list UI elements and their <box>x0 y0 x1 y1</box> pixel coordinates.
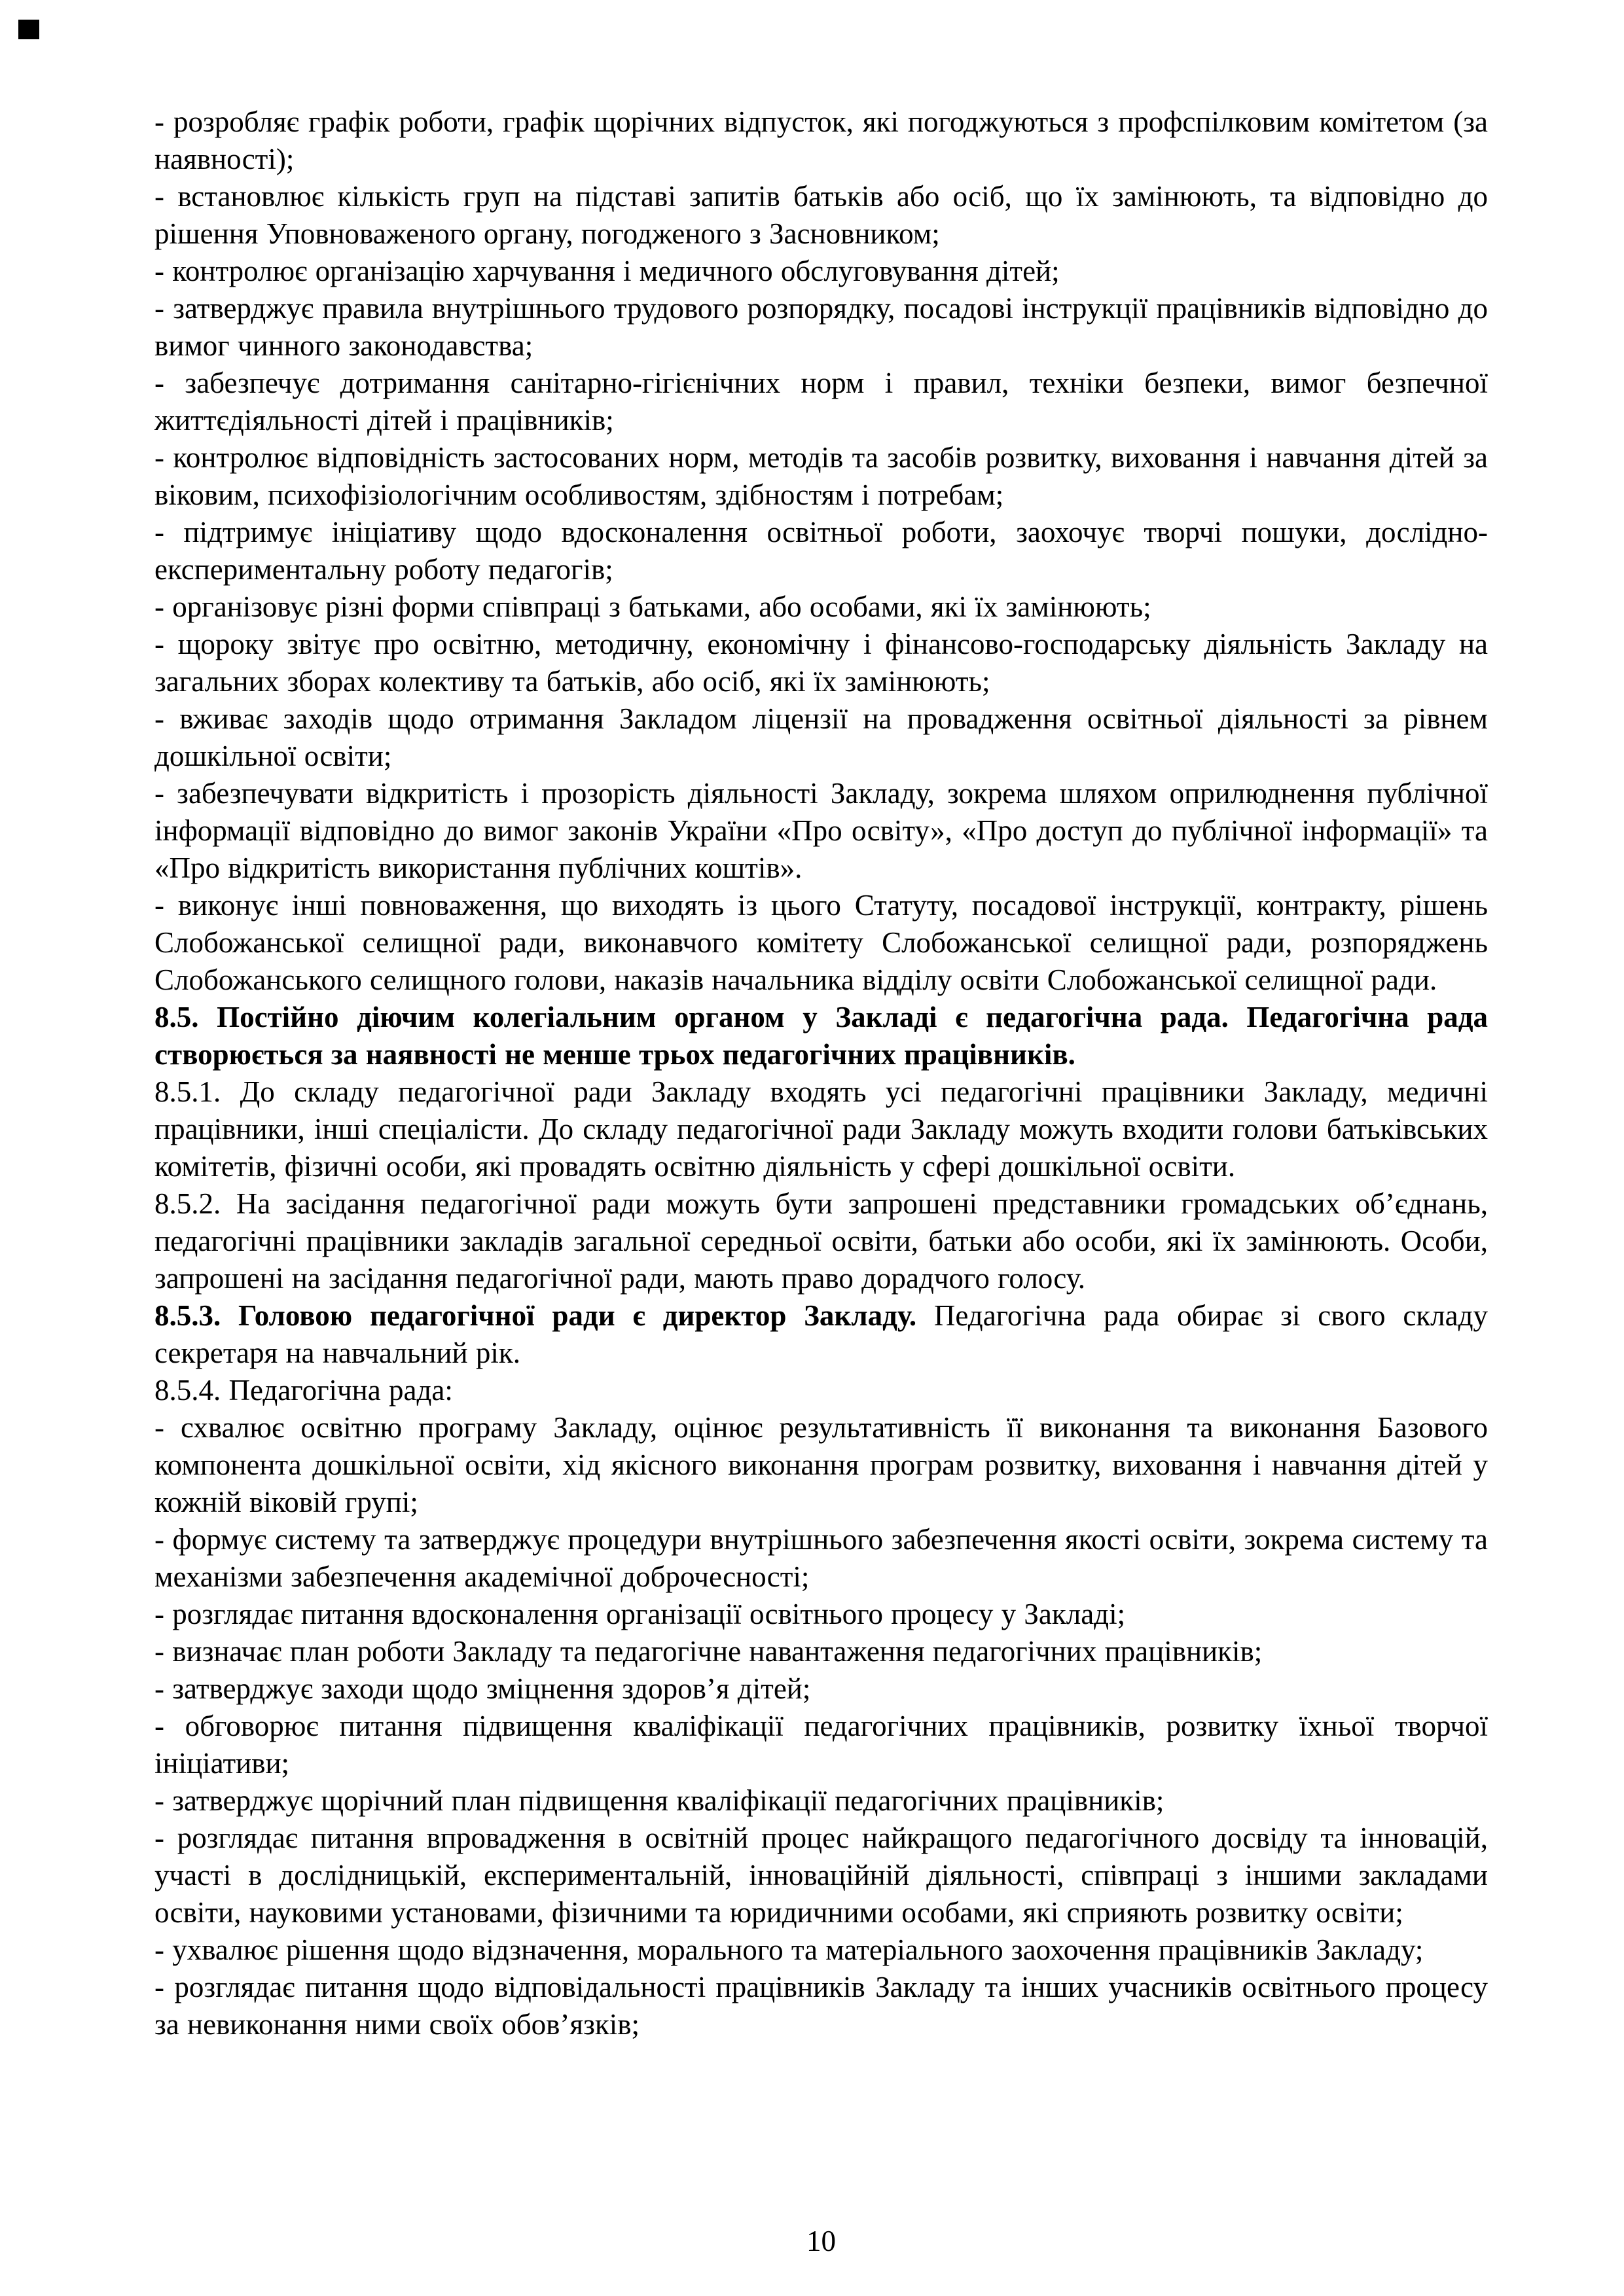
paragraph <box>154 1820 1488 1931</box>
text-segment: Педагогічна рада обирає зі свого складу секретаря на навчальний рік. <box>154 1299 1489 1369</box>
paragraph <box>154 290 1488 365</box>
paragraph <box>154 365 1488 439</box>
paragraph <box>154 1073 1488 1185</box>
text-segment: - встановлює кількість груп на підставі запитів батьків або осіб, що їх замінюють, та відповідно до рішення Уповноваженого органу, погодженого з Засновником; <box>154 180 1488 250</box>
text-segment: - вживає заходів щодо отримання Закладом ліцензії на провадження освітньої діяльності за рівнем дошкільної освіти; <box>154 702 1488 772</box>
paragraph <box>154 626 1488 700</box>
text-segment: - схвалює освітню програму Закладу, оцінює результативність її виконання та виконання Базового компонента дошкільної освіти, хід якісного виконання програм розвитку, виховання і навчання дітей у кожній віковій групі; <box>154 1411 1488 1518</box>
text-segment: 8.5.3. Головою педагогічної ради є директор Закладу. <box>154 1299 917 1332</box>
text-segment: - обговорює питання підвищення кваліфікації педагогічних працівників, розвитку їхньої творчої ініціативи; <box>154 1710 1488 1780</box>
text-segment: - щороку звітує про освітню, методичну, економічну і фінансово-господарську діяльність Закладу на загальних зборах колективу та батьків, або осіб, які їх замінюють; <box>154 628 1488 698</box>
paragraph <box>154 1521 1488 1596</box>
paragraph <box>154 1633 1488 1670</box>
text-segment: 8.5.1. До складу педагогічної ради Закладу входять усі педагогічні працівники Закладу, медичні працівники, інші спеціалісти. До складу педагогічної ради Закладу можуть входити голови батьківських комітетів, фізичні особи, які провадять освітню діяльність у сфері дошкільної освіти. <box>154 1075 1488 1183</box>
scan-artifact-mark <box>18 20 39 39</box>
page-number: 10 <box>806 2225 836 2257</box>
text-segment: - розглядає питання вдосконалення організації освітнього процесу у Закладі; <box>154 1598 1126 1630</box>
text-segment: - розглядає питання впровадження в освітній процес найкращого педагогічного досвіду та інновацій, участі в дослідницькій, експериментальній, інноваційній діяльності, співпраці з іншими закладами освіти, науковими установами, фізичними та юридичними особами, які сприяють розвитку освіти; <box>154 1821 1488 1929</box>
text-segment: - забезпечувати відкритість і прозорість діяльності Закладу, зокрема шляхом оприлюднення публічної інформації відповідно до вимог законів України «Про освіту», «Про доступ до публічної інформації» та «Про відкритість використання публічних коштів». <box>154 777 1488 884</box>
text-segment: 8.5.2. На засідання педагогічної ради можуть бути запрошені представники громадських об’єднань, педагогічні працівники закладів загальної середньої освіти, батьки або особи, які їх замінюють. Особи, запрошені на засідання педагогічної ради, мають право дорадчого голосу. <box>154 1187 1488 1295</box>
paragraph <box>154 514 1488 588</box>
text-segment: - контролює організацію харчування і медичного обслуговування дітей; <box>154 255 1060 287</box>
text-segment: - формує систему та затверджує процедури внутрішнього забезпечення якості освіти, зокрема систему та механізми забезпечення академічної доброчесності; <box>154 1523 1488 1593</box>
paragraph <box>154 775 1488 887</box>
paragraph <box>154 178 1488 253</box>
paragraph <box>154 999 1488 1073</box>
text-segment: - підтримує ініціативу щодо вдосконалення освітньої роботи, заохочує творчі пошуки, дослідно-експериментальну роботу педагогів; <box>154 516 1488 586</box>
text-segment: 8.5.4. Педагогічна рада: <box>154 1374 453 1407</box>
text-segment: 8.5. Постійно діючим колегіальним органом у Закладі є педагогічна рада. Педагогічна рада створюється за наявності не менше трьох педагогічних працівників. <box>154 1001 1488 1071</box>
text-segment: - розглядає питання щодо відповідальності працівників Закладу та інших учасників освітнього процесу за невиконання ними своїх обов’язків; <box>154 1971 1488 2041</box>
paragraph <box>154 103 1488 178</box>
paragraph <box>154 253 1488 290</box>
paragraph <box>154 1409 1488 1521</box>
text-body <box>154 103 1488 2043</box>
paragraph <box>154 1372 1488 1409</box>
text-segment: - затверджує заходи щодо зміцнення здоров’я дітей; <box>154 1672 811 1705</box>
text-segment: - ухвалює рішення щодо відзначення, морального та матеріального заохочення працівників Закладу; <box>154 1933 1424 1966</box>
paragraph <box>154 1969 1488 2043</box>
paragraph <box>154 588 1488 626</box>
text-segment: - виконує інші повноваження, що виходять із цього Статуту, посадової інструкції, контракту, рішень Слобожанської селищної ради, виконавчого комітету Слобожанської селищної ради, розпоряджень Слобожанського селищного голови, наказів начальника відділу освіти Слобожанської селищної ради. <box>154 889 1488 996</box>
text-segment: - затверджує щорічний план підвищення кваліфікації педагогічних працівників; <box>154 1784 1164 1817</box>
text-segment: - контролює відповідність застосованих норм, методів та засобів розвитку, виховання і навчання дітей за віковим, психофізіологічним особливостям, здібностям і потребам; <box>154 441 1488 511</box>
paragraph <box>154 1670 1488 1708</box>
paragraph <box>154 1931 1488 1969</box>
paragraph <box>154 1596 1488 1633</box>
paragraph <box>154 1297 1488 1372</box>
text-segment: - розробляє графік роботи, графік щорічних відпусток, які погоджуються з профспілковим комітетом (за наявності); <box>154 105 1488 175</box>
paragraph <box>154 439 1488 514</box>
text-segment: - організовує різні форми співпраці з батьками, або особами, які їх замінюють; <box>154 590 1151 623</box>
text-segment: - забезпечує дотримання санітарно-гігієнічних норм і правил, техніки безпеки, вимог безпечної життєдіяльності дітей і працівників; <box>154 367 1488 437</box>
paragraph <box>154 1185 1488 1297</box>
paragraph <box>154 1782 1488 1820</box>
paragraph <box>154 700 1488 775</box>
paragraph <box>154 1708 1488 1782</box>
paragraph <box>154 887 1488 999</box>
text-segment: - визначає план роботи Закладу та педагогічне навантаження педагогічних працівників; <box>154 1635 1263 1668</box>
text-segment: - затверджує правила внутрішнього трудового розпорядку, посадові інструкції працівників відповідно до вимог чинного законодавства; <box>154 292 1488 362</box>
